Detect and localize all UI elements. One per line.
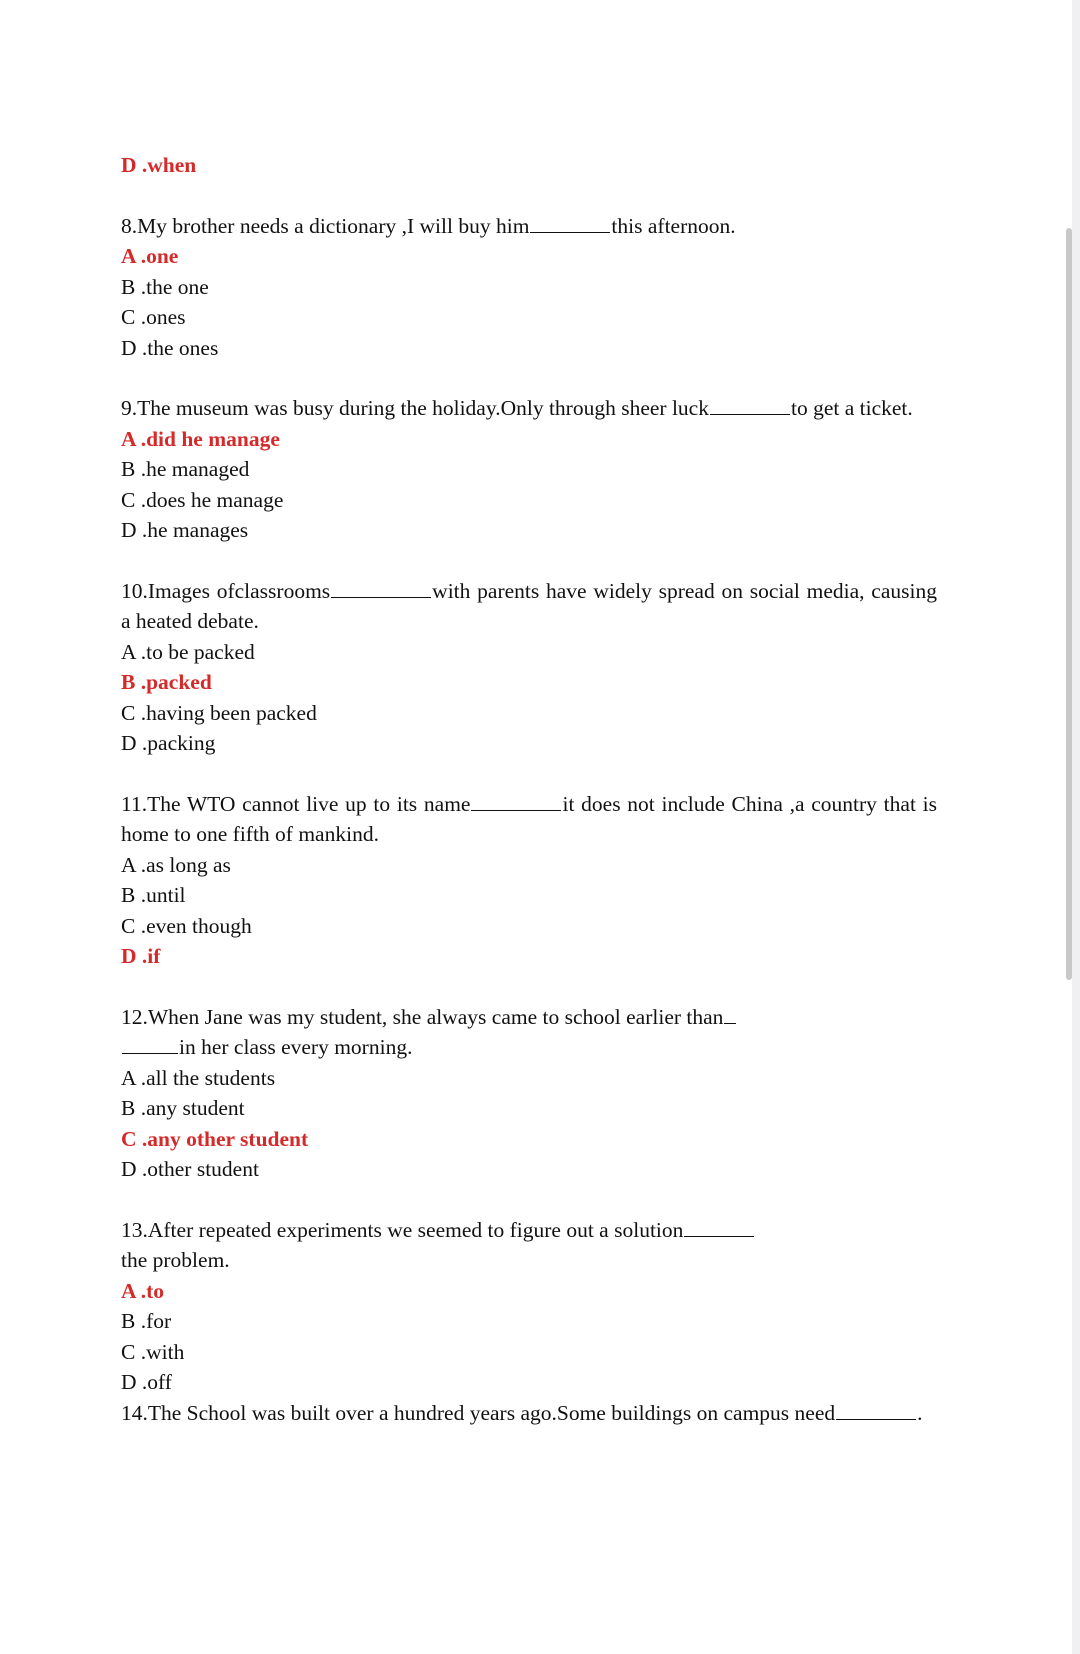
option-13b: B .for (121, 1309, 172, 1333)
option-7d-answer: D .when (121, 153, 197, 177)
option-8b: B .the one (121, 274, 209, 299)
scrollbar[interactable] (1066, 228, 1072, 980)
question-11 (121, 789, 937, 972)
option-10d: D .packing (121, 731, 216, 755)
answer-blank (710, 394, 790, 415)
answer-blank (530, 211, 610, 232)
question-12-text: 12.When Jane was my student, she always came to school earlier than in her class every morning. (121, 1002, 937, 1063)
option-9c: C .does he manage (121, 487, 284, 512)
question-10 (121, 576, 937, 759)
option-9b: B .he managed (121, 457, 250, 481)
option-8d: D .the ones (121, 335, 219, 360)
question-9 (121, 393, 937, 546)
option-10a: A .to be packed (121, 639, 255, 664)
question-14 (121, 1398, 937, 1429)
option-12d: D .other student (121, 1157, 259, 1181)
option-13c: C .with (121, 1339, 185, 1364)
answer-blank-cont (122, 1033, 178, 1054)
answer-blank (471, 789, 561, 810)
answer-blank (836, 1398, 916, 1419)
option-11a: A .as long as (121, 852, 231, 877)
option-8c: C .ones (121, 305, 186, 329)
option-12a: A .all the students (121, 1065, 276, 1090)
question-10-text: 10.Images ofclassrooms with parents have widely spread on social media, causing a heated debate. (121, 576, 937, 637)
question-11-text: 11.The WTO cannot live up to its name it does not include China ,a country that is home to one fifth of mankind. (121, 789, 937, 850)
option-8a-answer: A .one (121, 244, 179, 268)
question-12 (121, 1002, 937, 1185)
question-14-text: 14.The School was built over a hundred years ago.Some buildings on campus need . (121, 1398, 937, 1429)
option-12b: B .any student (121, 1096, 245, 1120)
answer-blank (724, 1002, 736, 1023)
option-9a-answer: A .did he manage (121, 426, 280, 451)
option-11c: C .even though (121, 913, 252, 938)
answer-blank (684, 1215, 754, 1236)
question-9-text: 9.The museum was busy during the holiday.Only through sheer luck to get a ticket. (121, 393, 937, 424)
option-13a-answer: A .to (121, 1278, 164, 1303)
option-12c-answer: C .any other student (121, 1126, 309, 1151)
option-11b: B .until (121, 883, 186, 907)
question-8 (121, 211, 937, 364)
question-list (121, 150, 937, 1428)
question-8-text: 8.My brother needs a dictionary ,I will buy him this afternoon. (121, 211, 937, 242)
option-9d: D .he manages (121, 518, 249, 542)
option-10b-answer: B .packed (121, 670, 212, 694)
option-11d-answer: D .if (121, 944, 161, 968)
option-10c: C .having been packed (121, 700, 317, 725)
question-13 (121, 1215, 937, 1398)
answer-blank (331, 576, 431, 597)
question-13-text: 13.After repeated experiments we seemed to figure out a solution the problem. (121, 1215, 937, 1276)
option-13d: D .off (121, 1370, 172, 1394)
